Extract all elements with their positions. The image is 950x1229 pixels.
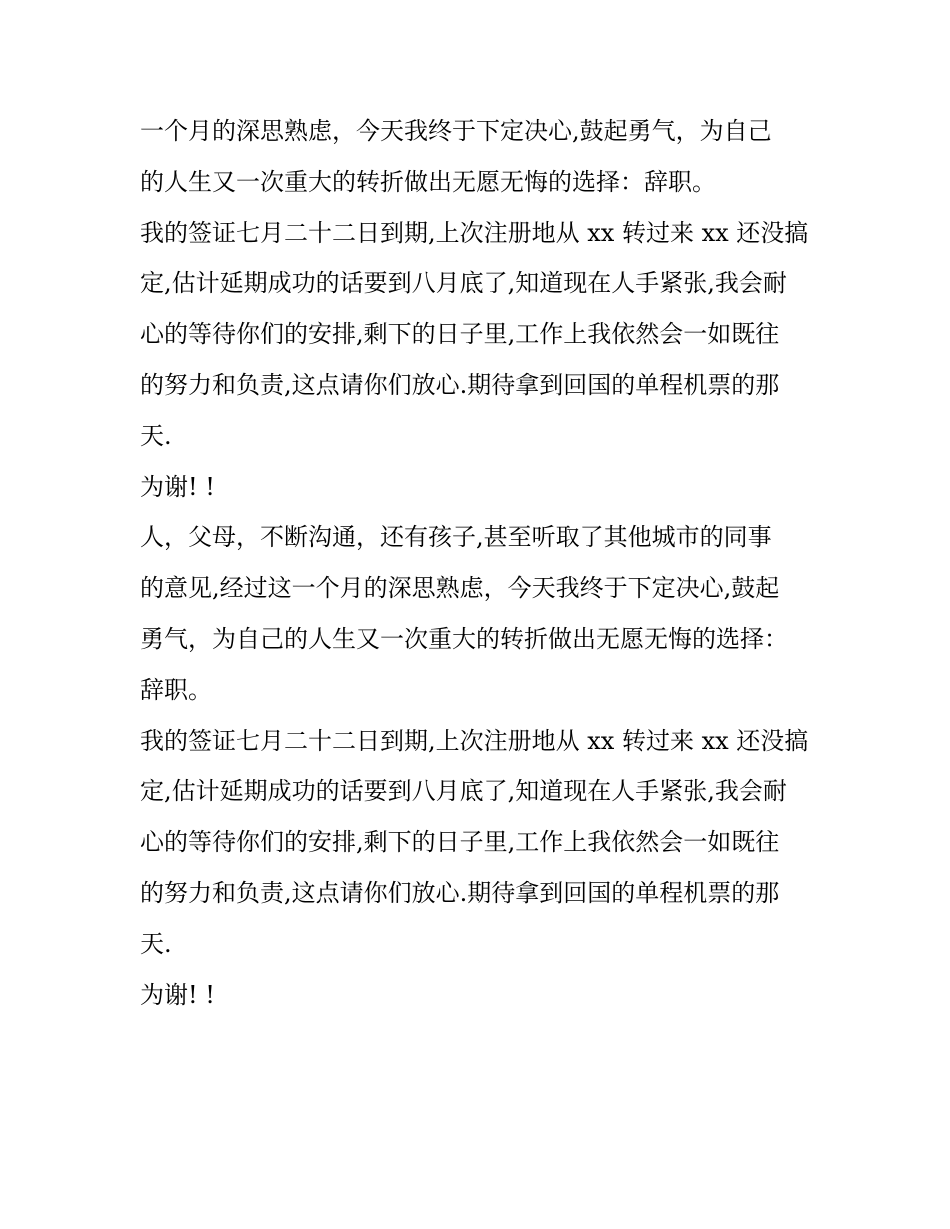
text-line: 的意见,经过这一个月的深思熟虑，今天我终于下定决心,鼓起: [140, 574, 780, 603]
text-line: 为谢! !: [140, 472, 215, 501]
text-line: 天.: [140, 421, 172, 450]
text-line: 人，父母，不断沟通，还有孩子,甚至听取了其他城市的同事: [140, 523, 772, 552]
text-line: 定,估计延期成功的话要到八月底了,知道现在人手紧张,我会耐: [140, 269, 787, 298]
text-line: 辞职。: [140, 675, 212, 704]
text-line: 天.: [140, 929, 172, 958]
text-line: 的努力和负责,这点请你们放心.期待拿到回国的单程机票的那: [140, 878, 780, 907]
text-line: 心的等待你们的安排,剩下的日子里,工作上我依然会一如既往: [140, 828, 780, 857]
body-text: [140, 106, 820, 1020]
text-line: 为谢! !: [140, 980, 215, 1009]
text-line: 我的签证七月二十二日到期,上次注册地从 xx 转过来 xx 还没搞: [140, 726, 809, 755]
text-line: 定,估计延期成功的话要到八月底了,知道现在人手紧张,我会耐: [140, 777, 787, 806]
text-line: 心的等待你们的安排,剩下的日子里,工作上我依然会一如既往: [140, 320, 780, 349]
text-line: 的努力和负责,这点请你们放心.期待拿到回国的单程机票的那: [140, 370, 780, 399]
text-line: 勇气，为自己的人生又一次重大的转折做出无愿无悔的选择：: [140, 624, 788, 653]
text-line: 我的签证七月二十二日到期,上次注册地从 xx 转过来 xx 还没搞: [140, 218, 809, 247]
text-line: 一个月的深思熟虑，今天我终于下定决心,鼓起勇气，为自己: [140, 117, 772, 145]
text-line: 的人生又一次重大的转折做出无愿无悔的选择：辞职。: [140, 167, 716, 196]
